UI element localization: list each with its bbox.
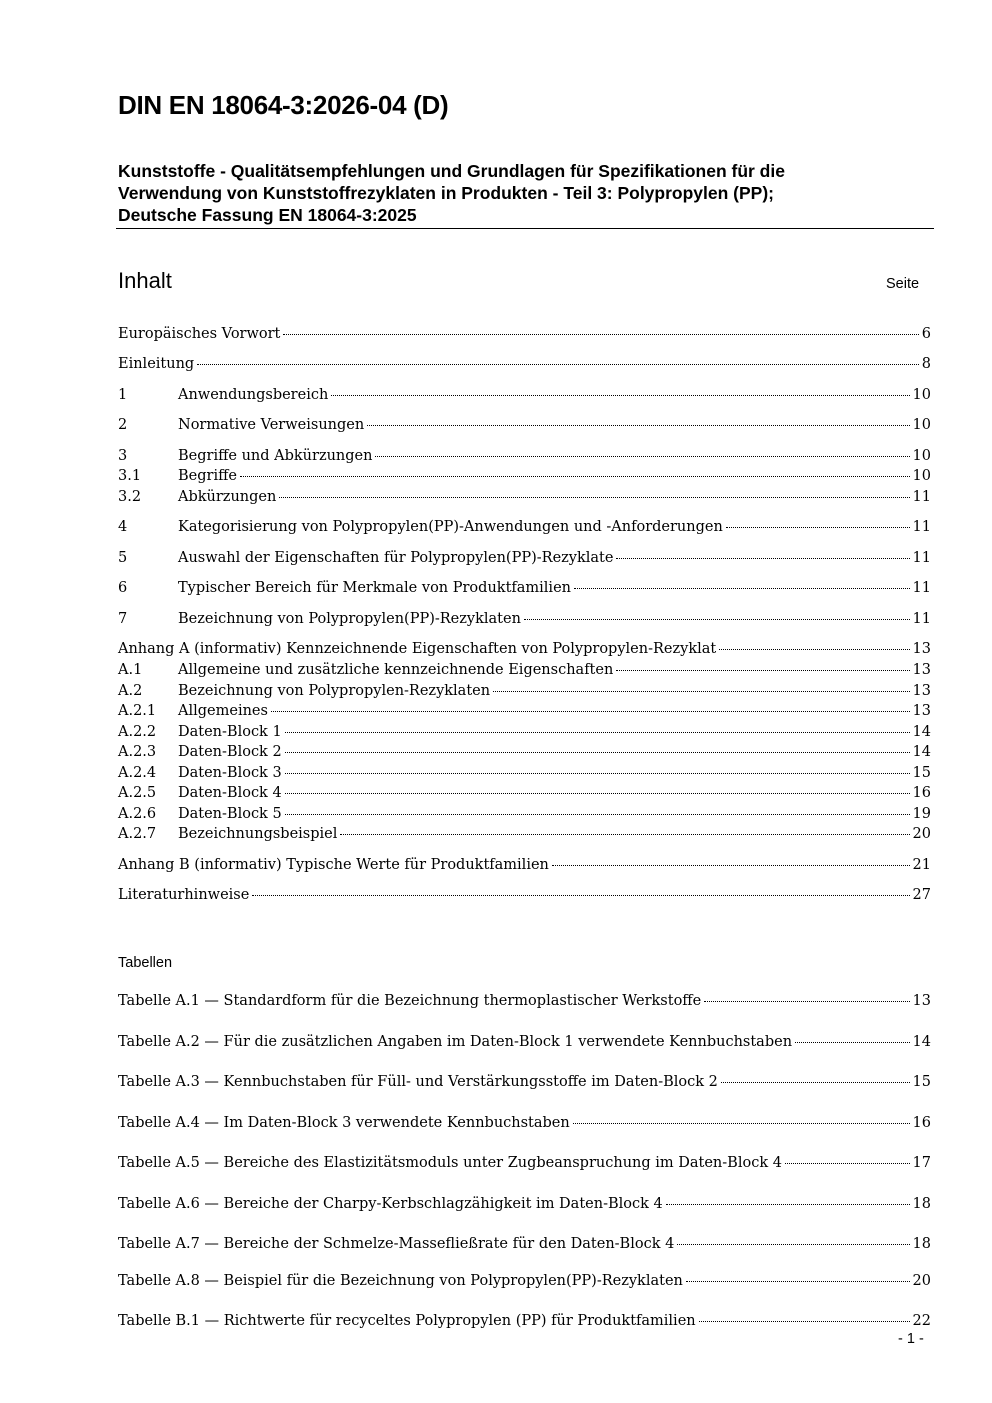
table-entry-page: 13 [912,993,931,1009]
toc-entry-page: 21 [912,857,931,873]
toc-entry-title: Bezeichnungsbeispiel [178,826,338,842]
toc-entry[interactable] [118,356,931,376]
table-entry[interactable] [118,993,931,1013]
toc-entry-page: 13 [912,683,931,699]
toc-entry[interactable] [118,468,931,488]
toc-entry-number: 4 [118,519,128,535]
table-entry-title: Tabelle A.6 — Bereiche der Charpy-Kerbschlagzähigkeit im Daten-Block 4 [118,1196,663,1212]
toc-entry-page: 11 [912,489,931,505]
toc-entry-title: Daten-Block 4 [178,785,282,801]
toc-entry[interactable] [118,765,931,785]
dot-leader [704,1001,909,1002]
toc-entry-number: A.2.4 [118,765,157,781]
toc-entry-title: Anhang A (informativ) Kennzeichnende Eigenschaften von Polypropylen-Rezyklat [118,641,717,657]
table-entry-title: Tabelle A.1 — Standardform für die Bezeichnung thermoplastischer Werkstoffe [118,993,702,1009]
dot-leader [252,895,909,896]
dot-leader [524,619,910,620]
toc-entry-title: Europäisches Vorwort [118,326,281,342]
toc-entry-number: A.1 [118,662,143,678]
page-number: - 1 - [898,1331,924,1347]
toc-entry-number: A.2.2 [118,724,157,740]
dot-leader [285,752,910,753]
toc-heading: Inhalt [118,268,172,293]
toc-entry[interactable] [118,662,931,682]
toc-entry[interactable] [118,744,931,764]
dot-leader [552,865,910,866]
toc-entry-number: 1 [118,387,128,403]
toc-entry-page: 13 [912,703,931,719]
dot-leader [616,558,909,559]
table-entry-title: Tabelle A.5 — Bereiche des Elastizitätsmoduls unter Zugbeanspruchung im Daten-Block 4 [118,1155,782,1171]
toc-entry-number: A.2.7 [118,826,157,842]
table-entry[interactable] [118,1115,931,1135]
toc-entry[interactable] [118,550,931,570]
toc-entry-number: 7 [118,611,128,627]
toc-entry-page: 27 [912,887,931,903]
toc-entry-page: 11 [912,519,931,535]
document-subtitle [118,160,938,226]
toc-entry[interactable] [118,806,931,826]
toc-entry-number: 3.1 [118,468,142,484]
dot-leader [240,476,910,477]
table-entry-title: Tabelle A.3 — Kennbuchstaben für Füll- und Verstärkungsstoffe im Daten-Block 2 [118,1074,718,1090]
toc-entry-title: Begriffe [178,468,237,484]
subtitle-line: Deutsche Fassung EN 18064-3:2025 [118,205,417,225]
toc-entry[interactable] [118,785,931,805]
toc-entry-title: Daten-Block 2 [178,744,282,760]
dot-leader [283,334,918,335]
toc-entry[interactable] [118,489,931,509]
dot-leader [367,425,909,426]
toc-entry-page: 10 [912,468,931,484]
toc-entry-page: 8 [921,356,931,372]
dot-leader [331,395,909,396]
table-entry-page: 17 [912,1155,931,1171]
dot-leader [574,588,910,589]
toc-entry[interactable] [118,448,931,468]
toc-entry[interactable] [118,724,931,744]
table-entry-title: Tabelle A.2 — Für die zusätzlichen Angaben im Daten-Block 1 verwendete Kennbuchstaben [118,1034,793,1050]
toc-entry-number: 3 [118,448,128,464]
toc-entry-number: A.2.6 [118,806,157,822]
toc-entry-page: 14 [912,724,931,740]
toc-entry-title: Typischer Bereich für Merkmale von Produktfamilien [178,580,571,596]
toc-entry-title: Daten-Block 1 [178,724,282,740]
table-entry-title: Tabelle A.8 — Beispiel für die Bezeichnung von Polypropylen(PP)-Rezyklaten [118,1273,683,1289]
toc-entry-page: 10 [912,448,931,464]
dot-leader [795,1042,910,1043]
table-entry-page: 18 [912,1196,931,1212]
table-entry-page: 16 [912,1115,931,1131]
table-entry-page: 22 [912,1313,931,1329]
table-entry-title: Tabelle A.7 — Bereiche der Schmelze-Massefließrate für den Daten-Block 4 [118,1236,675,1252]
table-entry[interactable] [118,1034,931,1054]
toc-entry-title: Bezeichnung von Polypropylen-Rezyklaten [178,683,491,699]
toc-entry-page: 14 [912,744,931,760]
table-entry[interactable] [118,1313,931,1333]
toc-entry[interactable] [118,580,931,600]
toc-entry-number: A.2.5 [118,785,157,801]
dot-leader [719,649,909,650]
table-entry[interactable] [118,1273,931,1293]
toc-entry[interactable] [118,387,931,407]
toc-entry-title: Abkürzungen [178,489,277,505]
dot-leader [699,1321,910,1322]
toc-entry[interactable] [118,703,931,723]
toc-entry-title: Anhang B (informativ) Typische Werte für Produktfamilien [118,857,549,873]
toc-entry-title: Einleitung [118,356,195,372]
toc-entry-title: Anwendungsbereich [178,387,329,403]
table-entry[interactable] [118,1196,931,1216]
toc-entry-title: Literaturhinweise [118,887,250,903]
toc-page-column-label: Seite [886,276,920,292]
toc-entry-title: Bezeichnung von Polypropylen(PP)-Rezyklaten [178,611,521,627]
toc-entry-page: 11 [912,611,931,627]
table-entry-page: 18 [912,1236,931,1252]
toc-entry[interactable] [118,857,931,877]
toc-entry-page: 10 [912,417,931,433]
dot-leader [285,793,910,794]
dot-leader [686,1281,910,1282]
toc-entry-number: 5 [118,550,128,566]
dot-leader [279,497,909,498]
toc-entry-page: 13 [912,662,931,678]
dot-leader [271,711,910,712]
dot-leader [573,1123,910,1124]
toc-entry-page: 11 [912,550,931,566]
dot-leader [721,1082,910,1083]
toc-entry-page: 6 [921,326,931,342]
toc-entry-page: 20 [912,826,931,842]
toc-entry-number: A.2 [118,683,143,699]
dot-leader [197,364,919,365]
toc-entry-page: 13 [912,641,931,657]
toc-entry[interactable] [118,683,931,703]
table-entry-title: Tabelle B.1 — Richtwerte für recyceltes Polypropylen (PP) für Produktfamilien [118,1313,696,1329]
table-entry-page: 15 [912,1074,931,1090]
toc-entry-page: 16 [912,785,931,801]
dot-leader [285,732,910,733]
toc-entry-title: Daten-Block 3 [178,765,282,781]
dot-leader [285,814,910,815]
tables-heading: Tabellen [118,955,173,971]
toc-entry-number: 3.2 [118,489,142,505]
table-entry[interactable] [118,1074,931,1094]
dot-leader [340,834,909,835]
subtitle-line: Verwendung von Kunststoffrezyklaten in Produkten - Teil 3: Polypropylen (PP); [118,183,775,203]
dot-leader [726,527,910,528]
toc-entry-number: A.2.1 [118,703,157,719]
toc-entry[interactable] [118,887,931,907]
toc-entry[interactable] [118,326,931,346]
dot-leader [666,1204,910,1205]
toc-entry[interactable] [118,826,931,846]
toc-entry-title: Begriffe und Abkürzungen [178,448,373,464]
dot-leader [285,773,910,774]
toc-entry[interactable] [118,641,931,661]
toc-entry[interactable] [118,417,931,437]
toc-entry-title: Allgemeine und zusätzliche kennzeichnende Eigenschaften [178,662,614,678]
toc-entry[interactable] [118,519,931,539]
toc-entry-number: 2 [118,417,128,433]
dot-leader [785,1163,910,1164]
table-entry-page: 20 [912,1273,931,1289]
toc-entry-number: 6 [118,580,128,596]
document-title: DIN EN 18064-3:2026-04 (D) [118,90,449,120]
title-divider [116,228,934,229]
toc-entry-page: 15 [912,765,931,781]
dot-leader [493,691,909,692]
toc-entry-title: Kategorisierung von Polypropylen(PP)-Anwendungen und -Anforderungen [178,519,723,535]
dot-leader [677,1244,909,1245]
dot-leader [375,456,909,457]
toc-entry-number: A.2.3 [118,744,157,760]
toc-entry-page: 19 [912,806,931,822]
toc-entry-title: Allgemeines [178,703,268,719]
toc-entry-page: 10 [912,387,931,403]
table-entry[interactable] [118,1236,931,1256]
table-entry-page: 14 [912,1034,931,1050]
toc-entry-title: Daten-Block 5 [178,806,282,822]
subtitle-line: Kunststoffe - Qualitätsempfehlungen und Grundlagen für Spezifikationen für die [118,161,785,181]
toc-entry-page: 11 [912,580,931,596]
table-entry[interactable] [118,1155,931,1175]
toc-entry-title: Auswahl der Eigenschaften für Polypropylen(PP)-Rezyklate [178,550,614,566]
dot-leader [616,670,909,671]
table-entry-title: Tabelle A.4 — Im Daten-Block 3 verwendete Kennbuchstaben [118,1115,570,1131]
toc-entry[interactable] [118,611,931,631]
toc-entry-title: Normative Verweisungen [178,417,365,433]
